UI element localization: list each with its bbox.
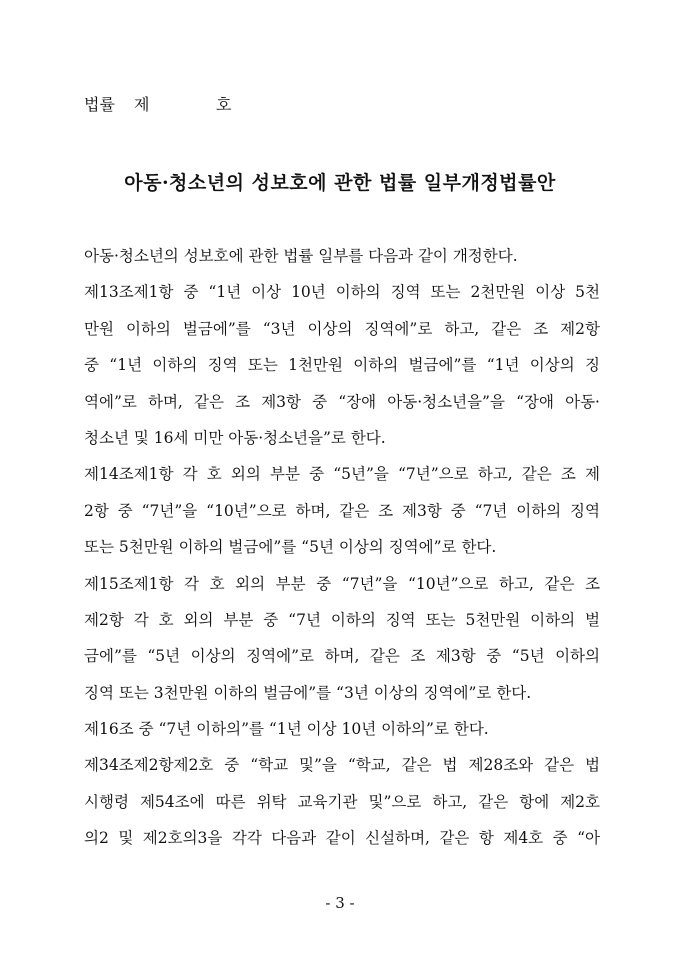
body-line: 또는 5천만원 이하의 벌금에”를 “5년 이상의 징역에”로 한다. <box>84 538 497 557</box>
law-number-label: 제 <box>134 95 150 114</box>
page-number: - 3 - <box>325 894 355 912</box>
body-line: 만원 이하의 벌금에”를 “3년 이상의 징역에”로 하고, 같은 조 제2항 <box>84 319 600 338</box>
body-line: 아동·청소년의 성보호에 관한 법률 일부를 다음과 같이 개정한다. <box>84 247 518 265</box>
body-line: 금에”를 “5년 이상의 징역에”로 하며, 같은 조 제3항 중 “5년 이하의 <box>84 647 600 666</box>
body-line: 제34조제2항제2호 중 “학교 및”을 “학교, 같은 법 제28조와 같은 법 <box>84 756 600 775</box>
document-title: 아동·청소년의 성보호에 관한 법률 일부개정법률안 <box>124 172 556 194</box>
body-line: 청소년 및 16세 미만 아동·청소년을”로 한다. <box>84 428 386 447</box>
body-line: 역에”로 하며, 같은 조 제3항 중 “장애 아동·청소년을”을 “장애 아동· <box>84 392 600 411</box>
body-line: 제15조제1항 각 호 외의 부분 중 “7년”을 “10년”으로 하고, 같은 조 <box>84 574 600 593</box>
body-text <box>84 238 600 857</box>
body-line: 제14조제1항 각 호 외의 부분 중 “5년”을 “7년”으로 하고, 같은 조 제 <box>84 465 600 484</box>
body-line: 제2항 각 호 외의 부분 중 “7년 이하의 징역 또는 5천만원 이하의 벌 <box>84 610 600 629</box>
law-number-header <box>84 92 231 115</box>
body-line: 중 “1년 이하의 징역 또는 1천만원 이하의 벌금에”를 “1년 이상의 징 <box>84 356 600 375</box>
body-line: 2항 중 “7년”을 “10년”으로 하며, 같은 조 제3항 중 “7년 이하의 징역 <box>84 501 600 520</box>
body-line: 제13조제1항 중 “1년 이상 10년 이하의 징역 또는 2천만원 이상 5천 <box>84 283 600 302</box>
law-suffix-label: 호 <box>216 95 232 114</box>
body-line: 제16조 중 “7년 이하의”를 “1년 이상 10년 이하의”로 한다. <box>84 720 489 739</box>
law-label: 법률 <box>84 95 115 114</box>
body-line: 징역 또는 3천만원 이하의 벌금에”를 “3년 이상의 징역에”로 한다. <box>84 683 532 702</box>
body-line: 의2 및 제2호의3을 각각 다음과 같이 신설하며, 같은 항 제4호 중 “아 <box>84 829 600 848</box>
body-line: 시행령 제54조에 따른 위탁 교육기관 및”으로 하고, 같은 항에 제2호 <box>84 792 600 811</box>
